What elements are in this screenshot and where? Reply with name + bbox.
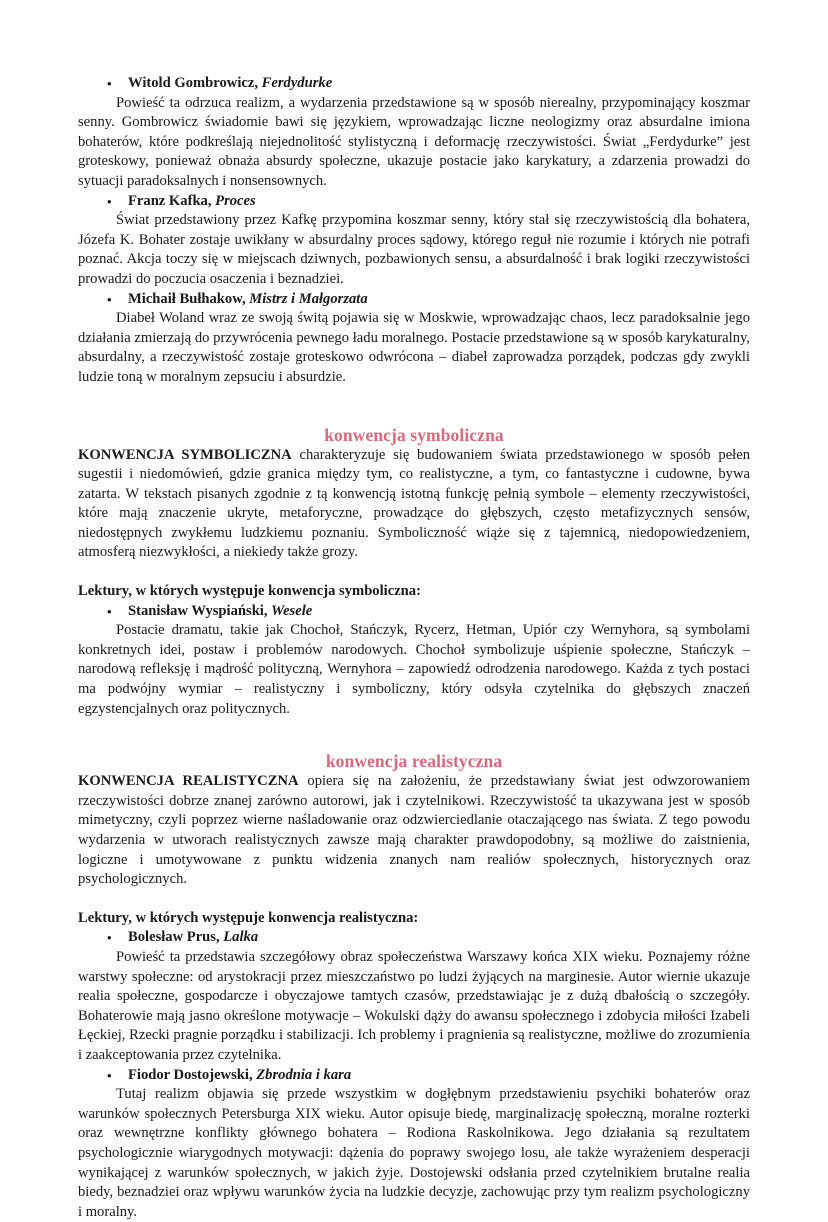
definition-text: opiera się na założeniu, że przedstawiany świat jest odwzorowaniem rzeczywistości dobrze znanej zarówno autorowi, jak i czytelnikowi. Rzeczywistość ta ukazywana jest w sposób mimetyczny, czyli poprzez wierne naśladowanie oraz odzwierciedlanie otaczającego nas świata. Z tego powodu wydarzenia w utworach realistycznych zawsze mają charakter prawdopodobny, są możliwe do zaistnienia, logiczne i umotywowane z punktu widzenia znanych nam realiów społecznych, historycznych oraz psychologicznych. <box>78 773 750 888</box>
list-item <box>78 928 750 948</box>
definition-term: KONWENCJA REALISTYCZNA <box>78 773 299 790</box>
author-name: Fiodor Dostojewski, <box>128 1066 257 1083</box>
list-item-label <box>107 928 258 948</box>
work-title: Wesele <box>271 602 313 619</box>
entry-description: Powieść ta przedstawia szczegółowy obraz społeczeństwa Warszawy końca XIX wieku. Poznajemy różne warstwy społeczne: od arystokracji przez mieszczaństwo po ludzi żyjących na marginesie. Autor wiernie ukazuje realia społeczne, gospodarcze i obyczajowe tamtych czasów, przedstawiając je z dużą dbałością o szczegóły. Bohaterowie mają jasno określone motywacje – Wokulski dąży do awansu społecznego i zdobycia miłości Izabeli Łęckiej, Rzecki pragnie porządku i stabilizacji. Ich problemy i pragnienia są realistyczne, możliwe do zrozumienia i zaakceptowania przez czytelnika. <box>78 948 750 1063</box>
work-title: Zbrodnia i kara <box>256 1066 352 1083</box>
entry-description: Diabeł Woland wraz ze swoją świtą pojawia się w Moskwie, wprowadzając chaos, lecz paradoksalnie jego działania zmierzają do przywrócenia pewnego ładu moralnego. Postacie przedstawione są w sposób karykaturalny, absurdalny, a rzeczywistość zostaje groteskowo odwrócona – diabeł zaprowadza porządek, podczas gdy zwykli ludzie toną w moralnym zepsuciu i absurdzie. <box>78 310 750 385</box>
work-title: Ferdydurke <box>261 75 333 91</box>
author-name: Bolesław Prus, <box>128 929 224 946</box>
bullet-icon: • <box>107 193 112 209</box>
list-item-label <box>107 74 332 94</box>
section-heading: konwencja realistyczna <box>325 751 503 772</box>
list-item <box>78 74 750 94</box>
definition-term: KONWENCJA SYMBOLICZNA <box>78 446 292 463</box>
list-item <box>78 290 750 310</box>
section-grotesque-examples <box>78 74 750 388</box>
section-heading: konwencja symboliczna <box>324 424 504 445</box>
entry-description: Świat przedstawiony przez Kafkę przypomina koszmar senny, który stał się rzeczywistością dla bohatera, Józefa K. Bohater zostaje uwikłany w absurdalny proces sądowy, którego reguł nie rozumie i których nie potrafi poznać. Akcja toczy się w miejscach dziwnych, pozbawionych sensu, a absurdalność i brak logiki rzeczywistości prowadzi do poczucia osaczenia i beznadziei. <box>78 212 750 287</box>
reading-list-label: Lektury, w których występuje konwencja realistyczna: <box>78 909 419 926</box>
section-spacer <box>78 388 750 424</box>
list-item-label <box>107 192 256 212</box>
work-title: Lalka <box>223 929 259 946</box>
paragraph-spacer <box>78 563 750 582</box>
bullet-icon: • <box>107 76 112 91</box>
author-name: Witold Gombrowicz, <box>128 75 262 91</box>
author-name: Michaił Bułhakow, <box>128 290 250 307</box>
section-konwencja-realistyczna <box>78 750 750 1222</box>
section-konwencja-symboliczna <box>78 424 750 720</box>
list-item <box>78 602 750 622</box>
section-spacer <box>78 719 750 750</box>
bullet-icon: • <box>107 603 112 619</box>
section-definition <box>78 446 750 564</box>
entry-description: Tutaj realizm objawia się przede wszystkim w dogłębnym przedstawieniu psychiki bohaterów oraz warunków społecznych Petersburga XIX wieku. Autor opisuje biedę, marginalizację społeczną, moralne rozterki oraz wewnętrzne konflikty głównego bohatera – Rodiona Raskolnikowa. Jego działania są rezultatem psychologicznie wiarygodnych motywacji: dążenia do poprawy swojego losu, ale także wyrażeniem desperacji wynikającej z warunków społecznych, w jakich żyje. Dostojewski odsłania przed czytelnikiem brutalne realia biedy, beznadziei oraz wpływu warunków życia na ludzkie decyzje, zachowując przy tym realizm psychologiczny i moralny. <box>78 1086 750 1220</box>
paragraph-spacer <box>78 890 750 909</box>
list-item <box>78 1066 750 1086</box>
section-definition <box>78 772 750 890</box>
document-body <box>78 74 750 1222</box>
bullet-icon: • <box>107 930 112 946</box>
entry-description: Powieść ta odrzuca realizm, a wydarzenia przedstawione są w sposób nierealny, przypominający koszmar senny. Gombrowicz świadomie bawi się językiem, wprowadzając liczne neologizmy oraz absurdalne imiona bohaterów, które podkreślają niejednolitość stylistyczną i deformację rzeczywistości. Świat „Ferdydurke” jest groteskowy, ponieważ obnaża absurdy społeczne, ukazuje postacie jako karykatury, a zdarzenia prowadzi do sytuacji paradoksalnych i nonsensownych. <box>78 94 750 189</box>
list-item-label <box>107 1066 351 1086</box>
work-title: Mistrz i Małgorzata <box>249 290 368 307</box>
list-item-label <box>107 290 368 310</box>
list-item <box>78 192 750 212</box>
definition-text: charakteryzuje się budowaniem świata przedstawionego w sposób pełen sugestii i niedomówień, gdzie granica między tym, co realistyczne, a tym, co fantastyczne i cudowne, bywa zatarta. W tekstach pisanych zgodnie z tą konwencją istotną funkcję pełnią symbole – elementy rzeczywistości, które mają znaczenie ukryte, metaforyczne, prowadzące do głębszych, często metafizycznych sensów, niedostępnych zwykłemu ludzkiemu poznaniu. Symboliczność wiąże się z tajemnicą, niedopowiedzeniem, atmosferą niezwykłości, a niekiedy także grozy. <box>78 446 751 561</box>
entry-description: Postacie dramatu, takie jak Chochoł, Stańczyk, Rycerz, Hetman, Upiór czy Wernyhora, są symbolami konkretnych idei, postaw i problemów narodowych. Chochoł symbolizuje uśpienie społeczne, Stańczyk – narodową refleksję i mądrość polityczną, Wernyhora – zapowiedź odrodzenia narodowego. Każda z tych postaci ma podwójny wymiar – realistyczny i symboliczny, który odsyła czytelnika do głębszych znaczeń egzystencjalnych oraz politycznych. <box>78 622 750 717</box>
bullet-icon: • <box>107 291 112 307</box>
author-name: Franz Kafka, <box>128 192 216 209</box>
list-item-label <box>107 602 312 622</box>
author-name: Stanisław Wyspiański, <box>128 602 272 619</box>
work-title: Proces <box>215 192 256 209</box>
reading-list-label: Lektury, w których występuje konwencja symboliczna: <box>78 583 421 600</box>
bullet-icon: • <box>107 1067 112 1083</box>
